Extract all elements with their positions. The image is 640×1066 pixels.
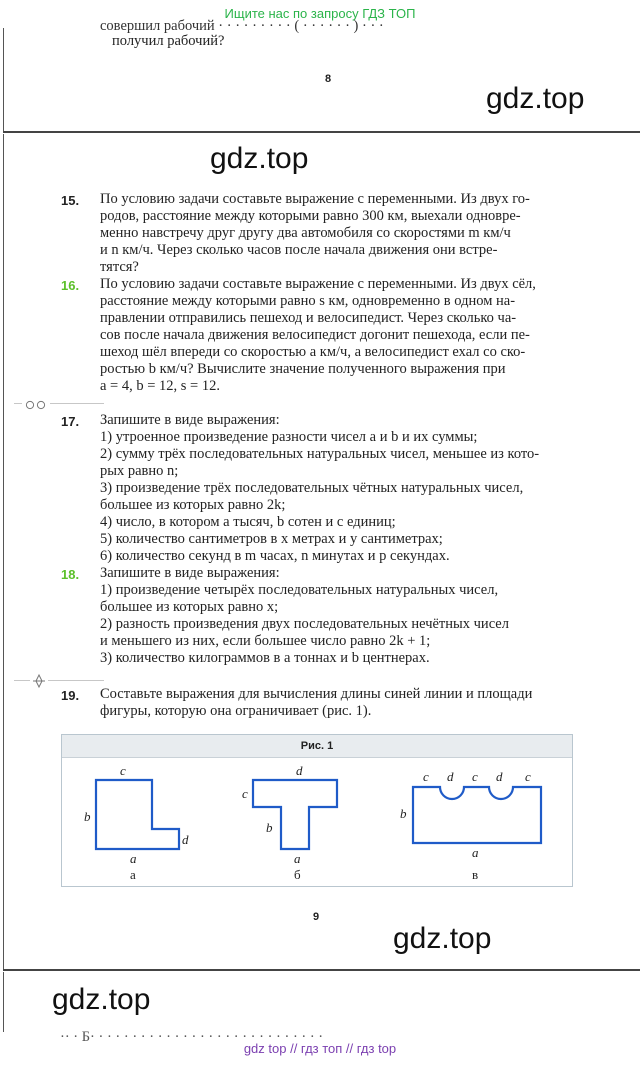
text-line: 1) утроенное произведение разности чисел a и b и их суммы; [100, 429, 478, 445]
problem-number: 16. [61, 278, 80, 293]
text-line: шеход шёл впереди со скоростью a км/ч, а велосипедист ехал со ско- [100, 344, 526, 360]
page-border-left [3, 28, 4, 132]
text-line: менно навстречу друг другу два автомобиля со скоростями m км/ч [100, 225, 511, 241]
shape-c-label: a [472, 845, 479, 860]
cut-text-line: совершил рабочий · · · · · · · · · ( · · · · · · ) · · · [100, 18, 384, 34]
footer-links[interactable]: gdz top // гдз топ // гдз top [243, 1041, 397, 1056]
shape-a-label: c [120, 763, 126, 778]
text-line: Составьте выражения для вычисления длины синей линии и площади [100, 686, 533, 702]
text-line: 5) количество сантиметров в x метрах и y сантиметрах; [100, 531, 443, 547]
text-line: 4) число, в котором a тысяч, b сотен и c единиц; [100, 514, 396, 530]
problem-number: 18. [61, 567, 80, 582]
shape-b-label: a [294, 851, 301, 866]
shape-c-outline [413, 787, 541, 843]
shape-b-label: b [266, 820, 273, 835]
shape-a-label: d [182, 832, 189, 847]
shape-c-label: d [447, 769, 454, 784]
text-line: Запишите в виде выражения: [100, 412, 280, 428]
page-divider [3, 969, 640, 971]
top-banner[interactable]: Ищите нас по запросу ГДЗ ТОП [224, 6, 416, 21]
watermark: gdz.top [486, 82, 585, 115]
shape-a-caption: а [130, 867, 136, 882]
text-line: и n км/ч. Через сколько часов после начала движения они встре- [100, 242, 498, 258]
problem-number: 15. [61, 193, 80, 208]
text-line: a = 4, b = 12, s = 12. [100, 378, 220, 394]
problem-19-text [100, 686, 573, 720]
figure-title: Рис. 1 [62, 735, 572, 758]
text-line: расстояние между которыми равно s км, одновременно в одном на- [100, 293, 516, 309]
shape-c-label: b [400, 806, 407, 821]
shape-c-label: c [423, 769, 429, 784]
problem-number: 19. [61, 688, 80, 703]
text-line: 3) произведение трёх последовательных чётных натуральных чисел, [100, 480, 524, 496]
text-line: большее из которых равно 2k; [100, 497, 286, 513]
shape-a-outline [96, 780, 179, 849]
text-line: ростью b км/ч? Вычислите значение полученного выражения при [100, 361, 506, 377]
text-line: рых равно n; [100, 463, 179, 479]
shape-b-caption: б [294, 867, 301, 882]
text-line: По условию задачи составьте выражение с переменными. Из двух го- [100, 191, 530, 207]
text-line: большее из которых равно x; [100, 599, 279, 615]
problem-15-text [100, 191, 573, 276]
shape-c-caption: в [472, 867, 479, 882]
problem-17-text [100, 412, 573, 565]
page-border-left [3, 134, 4, 970]
shape-b-outline [253, 780, 337, 849]
figure-shapes [62, 758, 572, 886]
page-divider [3, 131, 640, 133]
figure-1 [61, 734, 573, 887]
text-line: тятся? [100, 259, 139, 275]
prev-page-partial-line: получил рабочий? [112, 33, 225, 49]
text-line: фигуры, которую она ограничивает (рис. 1). [100, 703, 372, 719]
cut-text-line: ·· · Б· · · · · · · · · · · · · · · · · · · · · · · · · · · · [60, 1029, 324, 1045]
watermark: gdz.top [210, 142, 309, 175]
page-border-left [3, 972, 4, 1032]
page-number: 9 [313, 911, 320, 923]
text-line: правлении отправились пешеход и велосипедист. Через сколько ча- [100, 310, 517, 326]
text-line: 2) разность произведения двух последовательных нечётных чисел [100, 616, 509, 632]
difficulty-diamond-icon [30, 673, 48, 689]
text-line: По условию задачи составьте выражение с переменными. Из двух сёл, [100, 276, 536, 292]
text-line: 2) сумму трёх последовательных натуральных чисел, меньшее из кото- [100, 446, 540, 462]
shape-b-label: c [242, 786, 248, 801]
shape-b-label: d [296, 763, 303, 778]
difficulty-dots-icon [22, 399, 50, 411]
shape-a-label: b [84, 809, 91, 824]
difficulty-separator [14, 680, 104, 681]
text-line: 3) количество килограммов в a тоннах и b центнерах. [100, 650, 430, 666]
prev-page-number: 8 [325, 73, 332, 85]
text-line: сов после начала движения велосипедист догонит пешехода, если пе- [100, 327, 530, 343]
problem-number: 17. [61, 414, 80, 429]
text-line: родов, расстояние между которыми равно 300 км, выехали одновре- [100, 208, 521, 224]
text-line: и меньшего из них, если большее число равно 2k + 1; [100, 633, 431, 649]
shape-a-label: a [130, 851, 137, 866]
text-line: 6) количество секунд в m часах, n минутах и p секундах. [100, 548, 450, 564]
shape-c-label: d [496, 769, 503, 784]
problem-18-text [100, 565, 573, 667]
text-line: Запишите в виде выражения: [100, 565, 280, 581]
shape-c-label: c [472, 769, 478, 784]
problem-16-text [100, 276, 573, 395]
shape-c-label: c [525, 769, 531, 784]
watermark: gdz.top [393, 922, 492, 955]
text-line: 1) произведение четырёх последовательных натуральных чисел, [100, 582, 499, 598]
watermark: gdz.top [52, 983, 151, 1016]
